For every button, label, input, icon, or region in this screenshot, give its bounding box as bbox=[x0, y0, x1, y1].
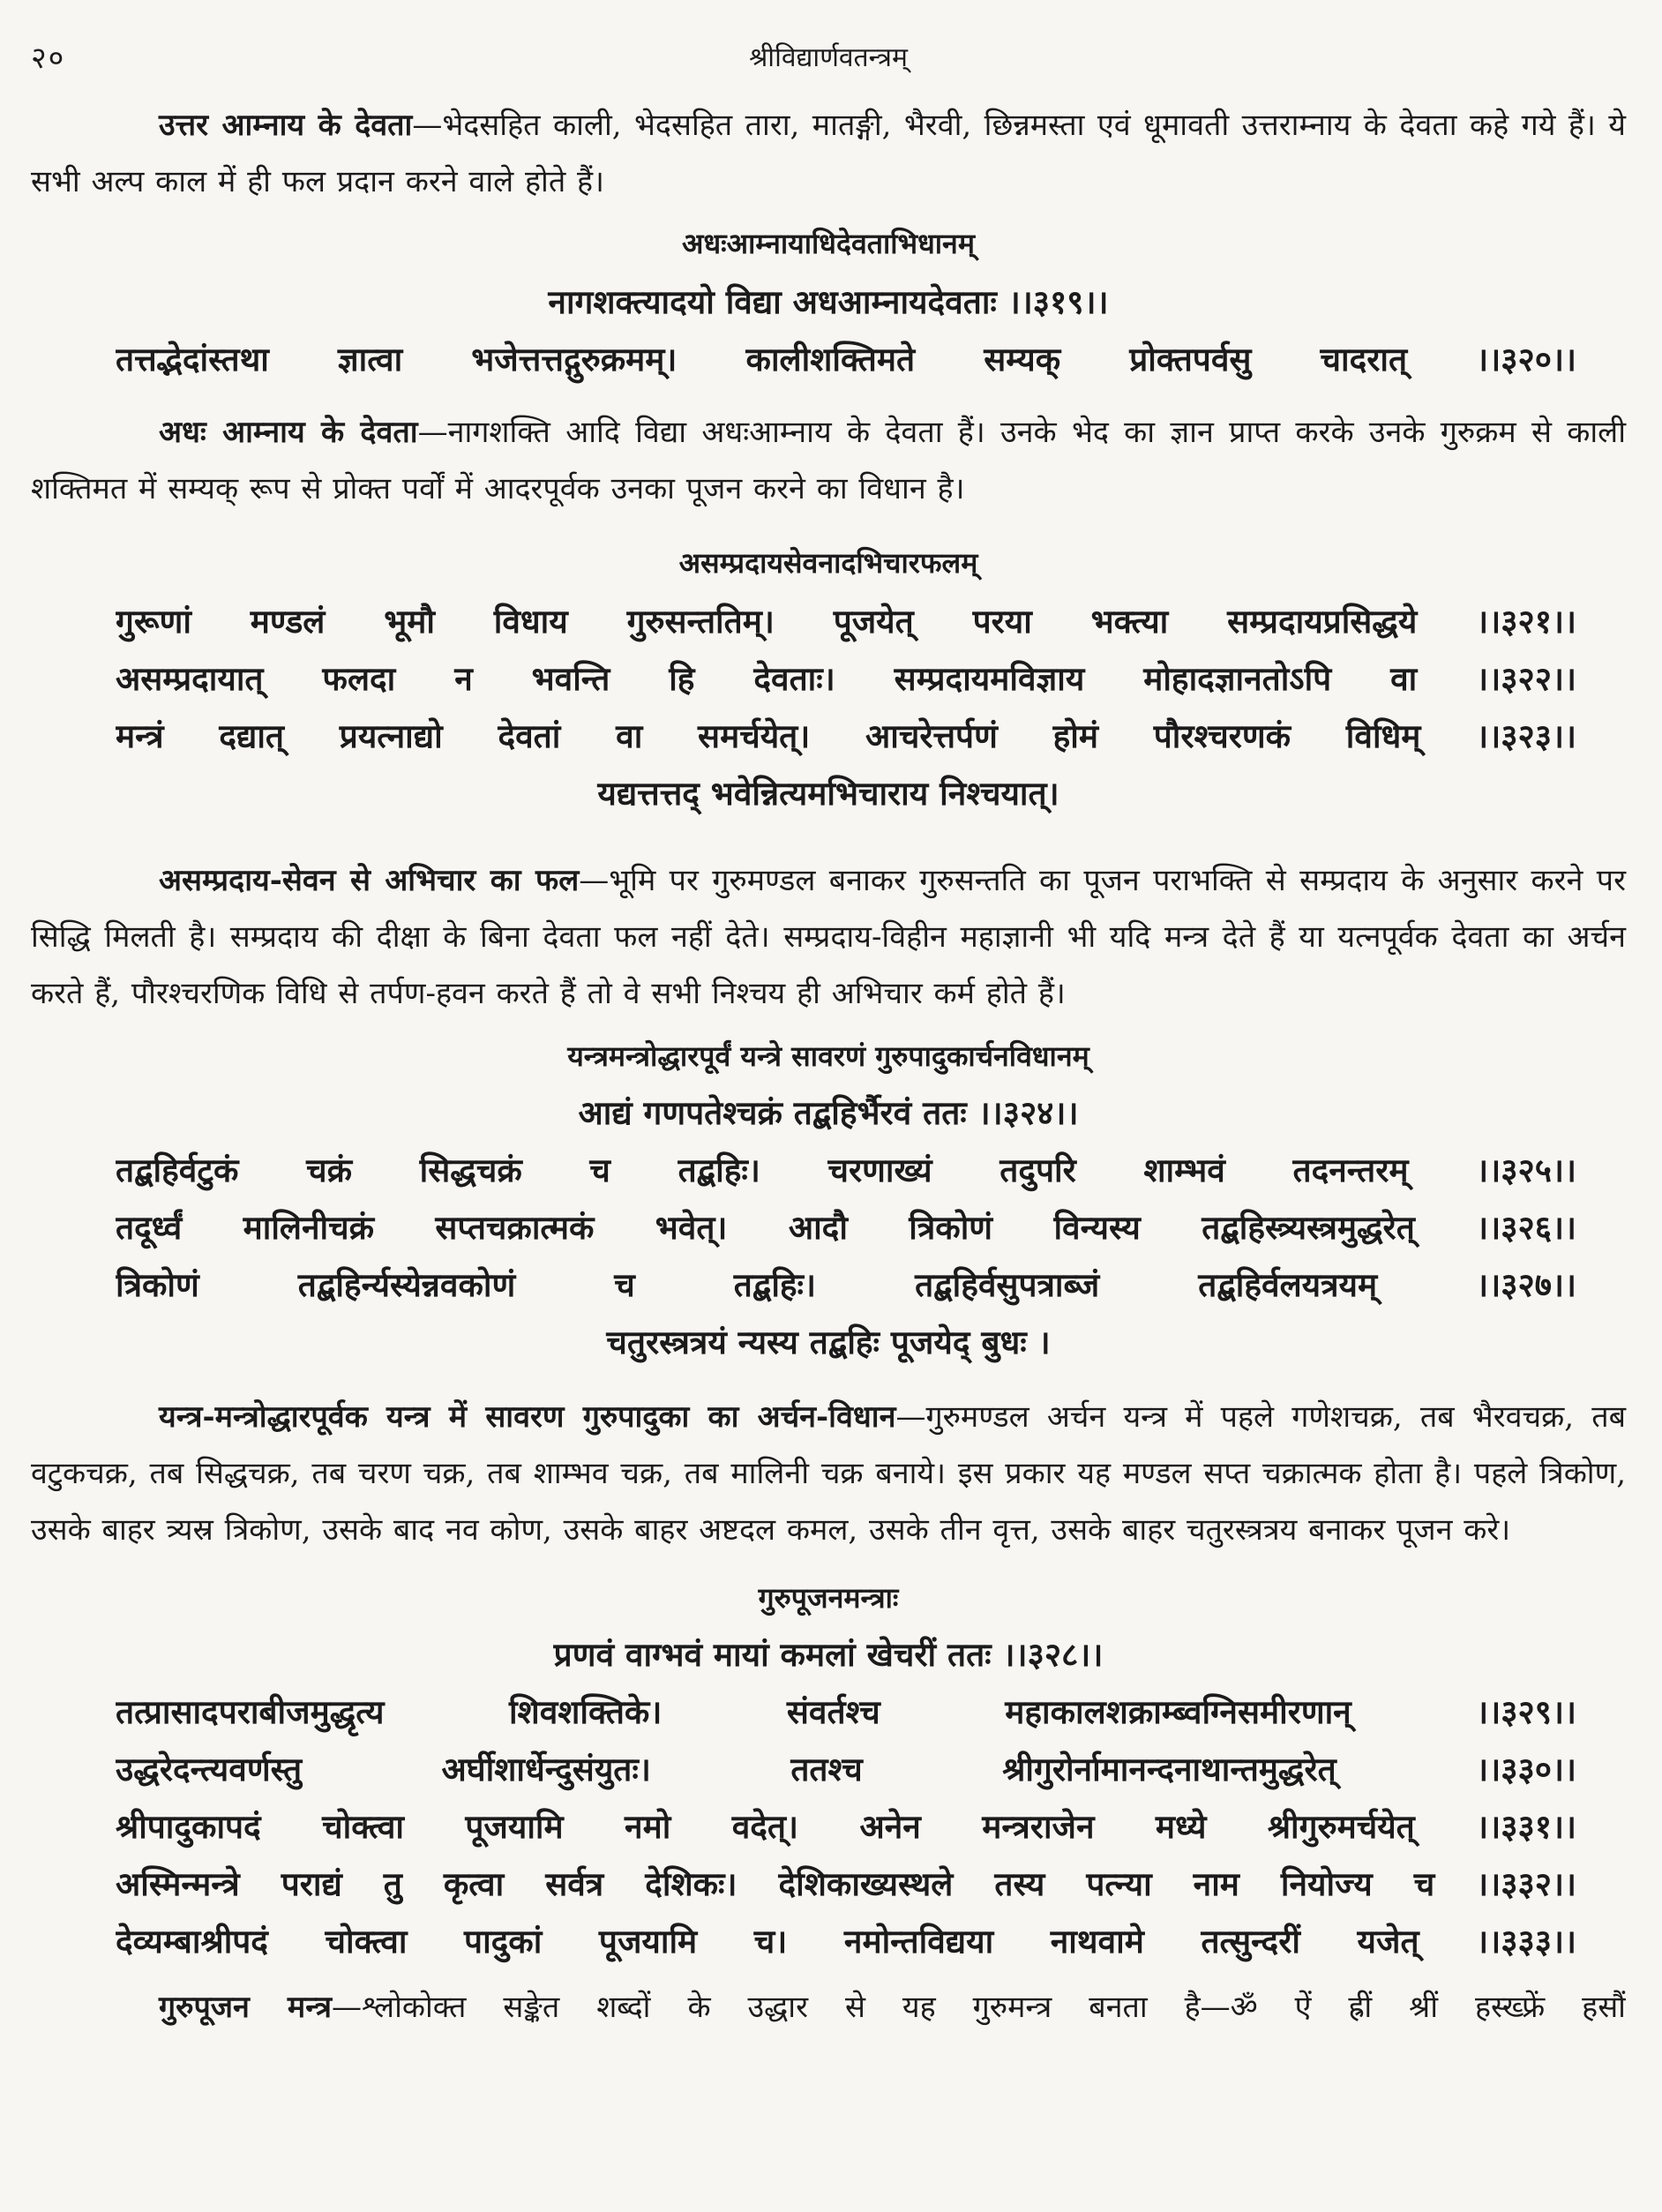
verse-line: चतुरस्त्रत्रयं न्यस्य तद्बहिः पूजयेद् बुधः । bbox=[606, 1323, 1051, 1361]
commentary-paragraph bbox=[31, 1389, 1626, 1558]
verse-line: देव्यम्बाश्रीपदं चोक्त्वा पादुकां पूजयामि च। नमोन्तविद्यया नाथवामे तत्सुन्दरीं यजेत् ।।३३३।। bbox=[116, 1922, 1576, 1961]
verse-line: तदूर्ध्वं मालिनीचक्रं सप्तचक्रात्मकं भवेत्। आदौ त्रिकोणं विन्यस्य तद्बहिस्त्र्यस्त्रमुद्धरेत् ।।३२६।। bbox=[116, 1208, 1576, 1247]
verse-line: उद्धरेदन्त्यवर्णस्तु अर्घीशार्धेन्दुसंयुतः। ततश्च श्रीगुरोर्नामानन्दनाथान्तमुद्धरेत् ।।३३०।। bbox=[116, 1750, 1576, 1788]
book-title: श्रीविद्यार्णवतन्त्रम् bbox=[749, 42, 908, 73]
verse-line: अस्मिन्मन्त्रे पराद्यं तु कृत्वा सर्वत्र देशिकः। देशिकाख्यस्थले तस्य पत्न्या नाम नियोज्य च ।।३३२।। bbox=[116, 1864, 1576, 1903]
commentary-lead: यन्त्र-मन्त्रोद्धारपूर्वक यन्त्र में सावरण गुरुपादुका का अर्चन-विधान bbox=[159, 1399, 896, 1435]
verse-line: यद्यत्तत्तद् भवेन्नित्यमभिचाराय निश्चयात्। bbox=[597, 774, 1059, 813]
section-heading: यन्त्रमन्त्रोद्धारपूर्वं यन्त्रे सावरणं गुरुपादुकार्चनविधानम् bbox=[567, 1039, 1089, 1073]
commentary-paragraph bbox=[31, 852, 1626, 1022]
commentary-lead: गुरुपूजन मन्त्र bbox=[159, 1990, 333, 2025]
commentary-text: —भूमि पर गुरुमण्डल बनाकर गुरुसन्तति का पूजन पराभक्ति से सम्प्रदाय के अनुसार करने पर सिद्धि मिलती है। सम्प्रदाय की दीक्षा के बिना देवता फल नहीं देते। सम्प्रदाय-विहीन महाज्ञानी भी यदि मन्त्र देते हैं या यत्नपूर्वक देवता का अर्चन करते हैं, पौरश्चरणिक विधि से तर्पण-हवन करते हैं तो वे सभी निश्चय ही अभिचार कर्म होते हैं। bbox=[31, 863, 1626, 1011]
commentary-lead: उत्तर आम्नाय के देवता bbox=[159, 108, 413, 143]
verse-line: तत्प्रासादपराबीजमुद्धृत्य शिवशक्तिके। संवर्तश्च महाकालशक्राम्ब्वग्निसमीरणान् ।।३२९।। bbox=[116, 1692, 1576, 1731]
verse-line: तत्तद्भेदांस्तथा ज्ञात्वा भजेत्तत्तद्गुरुक्रमम्। कालीशक्तिमते सम्यक् प्रोक्तपर्वसु चादरात् ।।३२०।। bbox=[116, 340, 1576, 379]
verse-line: असम्प्रदायात् फलदा न भवन्ति हि देवताः। सम्प्रदायमविज्ञाय मोहादज्ञानतोऽपि वा ।।३२२।। bbox=[116, 659, 1576, 698]
verse-line: श्रीपादुकापदं चोक्त्वा पूजयामि नमो वदेत्। अनेन मन्त्रराजेन मध्ये श्रीगुरुमर्चयेत् ।।३३१।। bbox=[116, 1807, 1576, 1846]
section-heading: गुरुपूजनमन्त्राः bbox=[758, 1581, 899, 1615]
verse-line: गुरूणां मण्डलं भूमौ विधाय गुरुसन्ततिम्। पूजयेत् परया भक्त्या सम्प्रदायप्रसिद्धये ।।३२१।। bbox=[116, 602, 1576, 641]
verse-line: नागशक्त्यादयो विद्या अधआम्नायदेवताः ।।३१९।। bbox=[548, 282, 1109, 321]
section-heading: असम्प्रदायसेवनादभिचारफलम् bbox=[678, 546, 978, 580]
commentary-paragraph bbox=[31, 1979, 1626, 2036]
commentary-text: —नागशक्ति आदि विद्या अधःआम्नाय के देवता हैं। उनके भेद का ज्ञान प्राप्त करके उनके गुरुक्रम से काली शक्तिमत में सम्यक् रूप से प्रोक्त पर्वों में आदरपूर्वक उनका पूजन करने का विधान है। bbox=[31, 415, 1627, 506]
commentary-paragraph bbox=[31, 97, 1626, 210]
commentary-lead: असम्प्रदाय-सेवन से अभिचार का फल bbox=[159, 863, 580, 898]
running-header bbox=[31, 32, 1626, 85]
verse-line: आद्यं गणपतेश्चक्रं तद्बहिर्भैरवं ततः ।।३२४।। bbox=[578, 1093, 1079, 1132]
commentary-lead: अधः आम्नाय के देवता bbox=[159, 415, 418, 450]
verse-line: प्रणवं वाग्भवं मायां कमलां खेचरीं ततः ।।३२८।। bbox=[553, 1635, 1104, 1674]
verse-line: मन्त्रं दद्यात् प्रयत्नाद्यो देवतां वा समर्चयेत्। आचरेत्तर्पणं होमं पौरश्चरणकं विधिम् ।।३२३।। bbox=[116, 716, 1576, 755]
commentary-text: —भेदसहित काली, भेदसहित तारा, मातङ्गी, भैरवी, छिन्नमस्ता एवं धूमावती उत्तराम्नाय के देवता कहे गये हैं। ये सभी अल्प काल में ही फल प्रदान करने वाले होते हैं। bbox=[31, 108, 1627, 199]
commentary-text: —गुरुमण्डल अर्चन यन्त्र में पहले गणेशचक्र, तब भैरवचक्र, तब वटुकचक्र, तब सिद्धचक्र, तब चरण चक्र, तब शाम्भव चक्र, तब मालिनी चक्र बनाये। इस प्रकार यह मण्डल सप्त चक्रात्मक होता है। पहले त्रिकोण, उसके बाहर त्र्यस्र त्रिकोण, उसके बाद नव कोण, उसके बाहर अष्टदल कमल, उसके तीन वृत्त, उसके बाहर चतुरस्त्रत्रय बनाकर पूजन करे। bbox=[31, 1399, 1627, 1548]
page-number: २० bbox=[31, 41, 66, 76]
commentary-paragraph bbox=[31, 404, 1626, 517]
verse-line: तद्बहिर्वटुकं चक्रं सिद्धचक्रं च तद्बहिः। चरणाख्यं तदुपरि शाम्भवं तदनन्तरम् ।।३२५।। bbox=[116, 1151, 1576, 1189]
section-heading: अधःआम्नायाधिदेवताभिधानम् bbox=[682, 227, 975, 260]
commentary-text: —श्लोकोक्त सङ्केत शब्दों के उद्धार से यह गुरुमन्त्र बनता है—ॐ ऐं ह्रीं श्रीं हस्ख्फ्रें हसौं bbox=[332, 1990, 1626, 2025]
verse-line: त्रिकोणं तद्बहिर्न्यस्येन्नवकोणं च तद्बहिः। तद्बहिर्वसुपत्राब्जं तद्बहिर्वलयत्रयम् ।।३२७।। bbox=[116, 1265, 1576, 1304]
